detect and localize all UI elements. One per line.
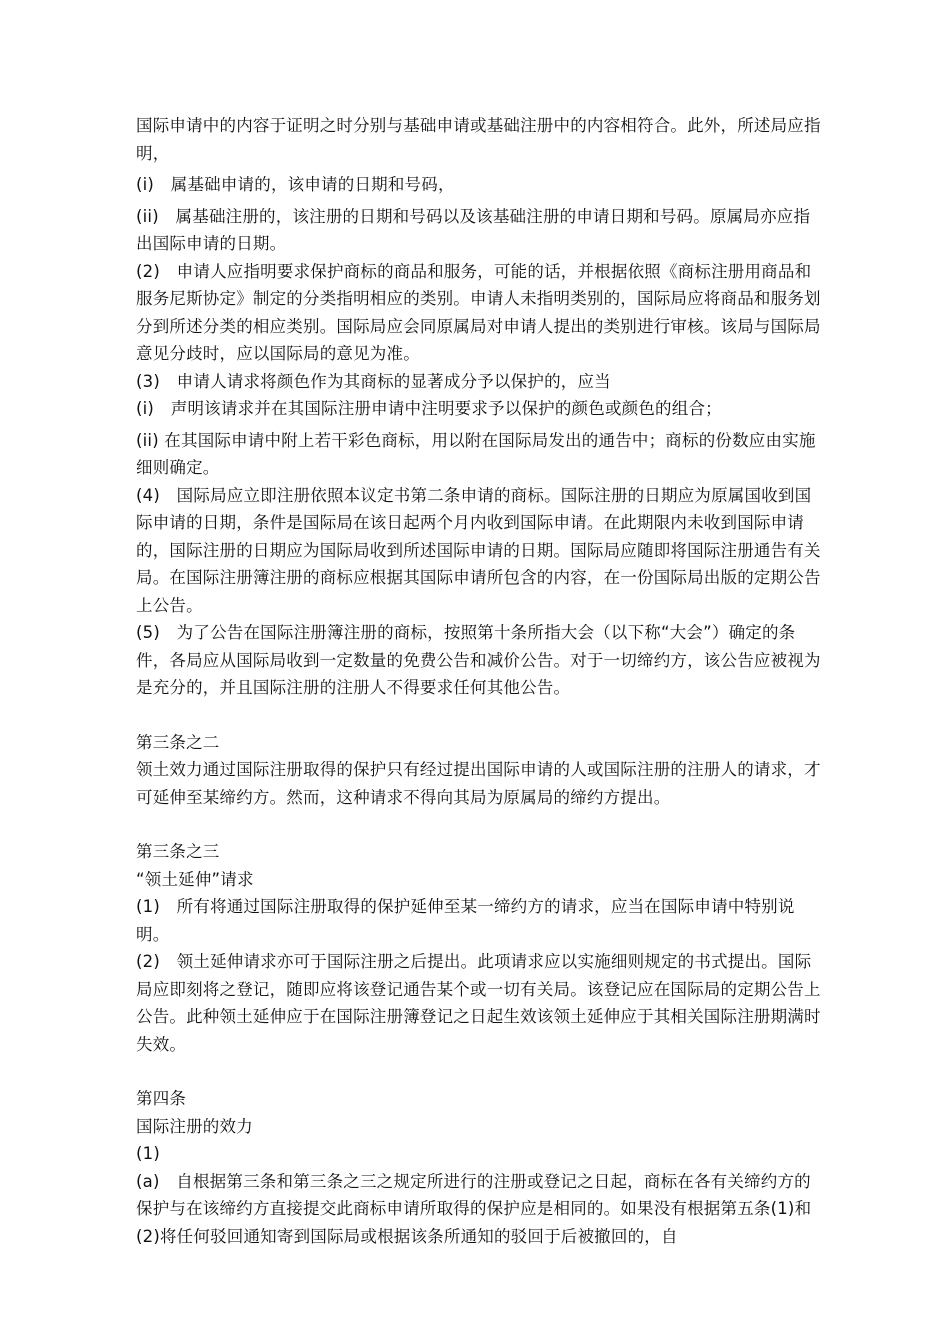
section-3ter-paragraph-2: (2) 领土延伸请求亦可于国际注册之后提出。此项请求应以实施细则规定的书式提出。国际局应即刻将之登记，随即应将该登记通告某个或一切有关局。该登记应在国际局的定期公告上公告。此种领土延伸应于在国际注册簿登记之日起生效该领土延伸应于其相关国际注册期满时失效。 — [136, 952, 821, 1054]
section-3ter-title: 第三条之三 — [136, 842, 220, 861]
paragraph-color-reproductions: (ii) 在其国际申请中附上若干彩色商标，用以附在国际局发出的通告中；商标的份数应由实施细则确定。 — [136, 430, 816, 477]
section-4-paragraph-a: (a) 自根据第三条和第三条之三之规定所进行的注册或登记之日起，商标在各有关缔约方的保护与在该缔约方直接提交此商标申请所取得的保护应是相同的。如果没有根据第五条(1)和(2)将任何驳回通知寄到国际局或根据该条所通知的驳回于后被撤回的，自 — [136, 1171, 812, 1246]
paragraph-publication: (5) 为了公告在国际注册簿注册的商标，按照第十条所指大会（以下称“大会”）确定的条件，各局应从国际局收到一定数量的免费公告和减价公告。对于一切缔约方，该公告应被视为是充分的，并且国际注册的注册人不得要求任何其他公告。 — [136, 623, 821, 697]
paragraph-color-claim: (3) 申请人请求将颜色作为其商标的显著成分予以保护的，应当 — [136, 371, 611, 391]
section-4-number: (1) — [136, 1144, 160, 1163]
paragraph-certification: 国际申请中的内容于证明之时分别与基础申请或基础注册中的内容相符合。此外，所述局应指明， — [136, 116, 821, 163]
paragraph-basic-registration: (ii) 属基础注册的，该注册的日期和号码以及该基础注册的申请日期和号码。原属局亦应指出国际申请的日期。 — [136, 206, 811, 253]
document-page — [136, 112, 826, 1250]
paragraph-registration-date: (4) 国际局应立即注册依照本议定书第二条申请的商标。国际注册的日期应为原属国收到国际申请的日期，条件是国际局在该日起两个月内收到国际申请。在此期限内未收到国际申请的，国际注册的日期应为国际局收到所述国际申请的日期。国际局应随即将国际注册通告有关局。在国际注册簿注册的商标应根据其国际申请所包含的内容，在一份国际局出版的定期公告上公告。 — [136, 485, 821, 615]
paragraph-color-declaration: (i) 声明该请求并在其国际注册申请中注明要求予以保护的颜色或颜色的组合； — [136, 399, 722, 418]
section-3ter-subtitle: “领土延伸”请求 — [136, 869, 254, 889]
section-4-subtitle: 国际注册的效力 — [136, 1116, 253, 1136]
paragraph-goods-services: (2) 申请人应指明要求保护商标的商品和服务，可能的话，并根据依照《商标注册用商品和服务尼斯协定》制定的分类指明相应的类别。申请人未指明类别的，国际局应将商品和服务划分到所述分类的相应类别。国际局应会同原属局对申请人提出的类别进行审核。该局与国际局意见分歧时，应以国际局的意见为准。 — [136, 261, 821, 363]
section-3bis-body: 领土效力通过国际注册取得的保护只有经过提出国际申请的人或国际注册的注册人的请求，才可延伸至某缔约方。然而，这种请求不得向其局为原属局的缔约方提出。 — [136, 760, 821, 807]
section-4-title: 第四条 — [136, 1089, 187, 1108]
section-3bis-title: 第三条之二 — [136, 732, 220, 752]
paragraph-basic-application: (i) 属基础申请的，该申请的日期和号码， — [136, 175, 455, 194]
section-3ter-paragraph-1: (1) 所有将通过国际注册取得的保护延伸至某一缔约方的请求，应当在国际申请中特别说明。 — [136, 897, 795, 944]
